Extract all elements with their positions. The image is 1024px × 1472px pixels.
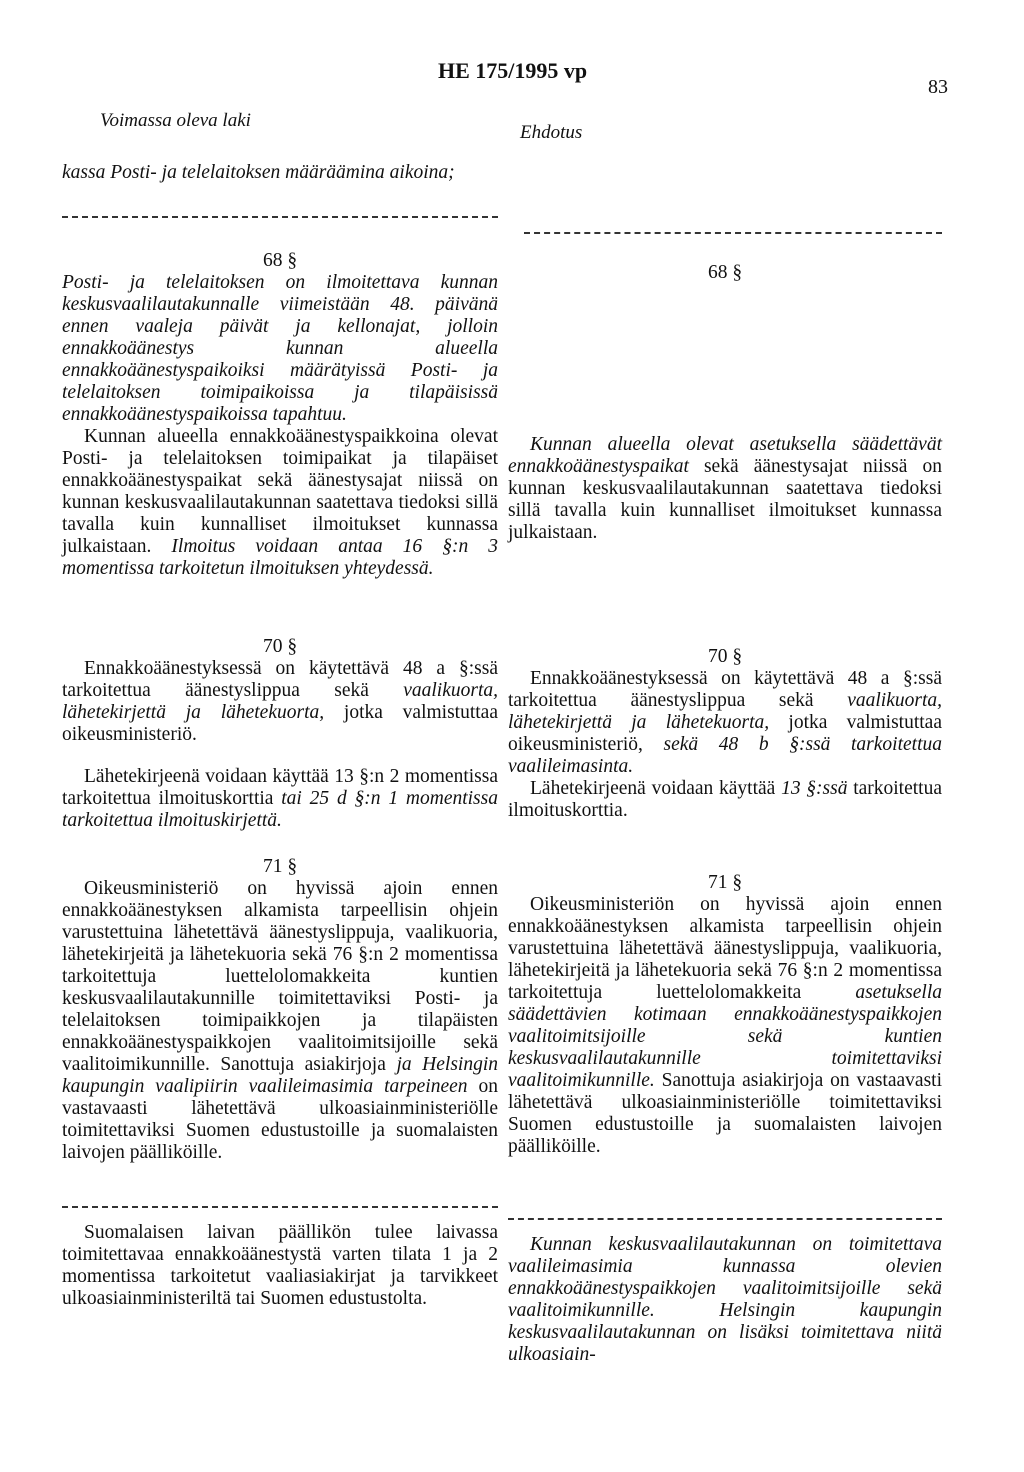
left-70-p1-a: Ennakkoäänestyksessä on käytettävä 48 a §:ssä tarkoitettua äänestyslippua sekä bbox=[62, 658, 498, 701]
right-71-p2-italic: Kunnan keskusvaalilautakunnan on toimitettava vaalileimasimia kunnassa olevien ennakkoäänestyspaikkojen vaalitoimitsijoille sekä vaalitoimikunnille. Helsingin kaupungin keskusvaalilautakunnan on lisäksi toimitettava niitä ulkoasiain- bbox=[508, 1234, 942, 1365]
left-71-paragraph-2 bbox=[62, 1222, 498, 1310]
right-70-p2-a: Lähetekirjeenä voidaan käyttää bbox=[530, 778, 776, 799]
right-71-heading: 71 § bbox=[707, 872, 743, 893]
right-column-heading: Ehdotus bbox=[520, 122, 583, 143]
left-68-p2-italic: Ilmoitus voidaan antaa 16 §:n 3 momentissa tarkoitetun ilmoituksen yhteydessä. bbox=[62, 536, 499, 579]
left-omission-line-bottom bbox=[62, 1206, 498, 1208]
left-68-p2-normal: Kunnan alueella ennakkoäänestyspaikkoina olevat Posti- ja telelaitoksen toimipaikat ja tilapäiset ennakkoäänestyspaikat sekä äänestysajat niissä on kunnan keskusvaalilautakunnan saatettava tiedoksi sillä tavalla kuin kunnalliset ilmoitukset kunnassa julkaistaan. bbox=[62, 426, 498, 557]
left-70-paragraph-2 bbox=[62, 766, 498, 832]
left-71-p1-b: on vastavaasti lähetettävä ulkoasiainministeriölle toimitettaviksi Suomen edustustoille ja suomalaisten laivojen päälliköille. bbox=[62, 1076, 498, 1163]
left-71-paragraph-1 bbox=[62, 878, 498, 1164]
right-70-p2-b: tarkoitettua ilmoituskorttia. bbox=[508, 778, 943, 821]
left-70-p2-a: Lähetekirjeenä voidaan käyttää 13 §:n 2 momentissa tarkoitettua ilmoituskorttia bbox=[62, 766, 498, 809]
left-column-heading: Voimassa oleva laki bbox=[100, 110, 251, 131]
right-omission-line-top bbox=[524, 232, 942, 234]
right-70-paragraph-2 bbox=[508, 778, 942, 822]
right-70-p1-italic: vaalikuorta, lähetekirjettä ja lähetekuorta, bbox=[508, 690, 942, 733]
right-70-p1-a: Ennakkoäänestyksessä on käytettävä 48 a §:ssä tarkoitettua äänestyslippua sekä bbox=[508, 668, 942, 711]
left-70-p1-b: jotka valmistuttaa oikeusministeriö. bbox=[62, 702, 498, 745]
right-70-heading: 70 § bbox=[707, 646, 743, 667]
left-68-heading: 68 § bbox=[262, 250, 298, 271]
right-71-p1-b: Sanottuja asiakirjoja on vastaavasti lähetettävä ulkoasiainministeriölle toimitettaviksi Suomen edustustoille ja suomalaisten laivojen päälliköille. bbox=[508, 1070, 942, 1157]
left-68-paragraph-2 bbox=[62, 426, 498, 580]
page-number: 83 bbox=[928, 76, 948, 98]
left-section-71 bbox=[62, 856, 498, 1164]
document-title: HE 175/1995 vp bbox=[438, 58, 588, 83]
left-70-heading: 70 § bbox=[262, 636, 298, 657]
left-71-p1-italic: ja Helsingin kaupungin vaalipiirin vaalileimasimia tarpeineen bbox=[62, 1054, 499, 1097]
right-section-68 bbox=[508, 262, 942, 544]
right-70-paragraph-1 bbox=[508, 668, 942, 778]
right-71-p1-italic: asetuksella säädettävien kotimaan ennakkoäänestyspaikkojen vaalitoimitsijoille sekä kuntien keskusvaalilautakunnille toimitettaviksi vaalitoimikunnille. bbox=[508, 982, 942, 1091]
left-section-68 bbox=[62, 250, 498, 580]
left-70-paragraph-1 bbox=[62, 658, 498, 746]
right-71-paragraph-1 bbox=[508, 894, 942, 1158]
left-70-p2-italic: tai 25 d §:n 1 momentissa tarkoitettua ilmoituskirjettä. bbox=[62, 788, 498, 831]
right-section-71 bbox=[508, 872, 942, 1158]
right-omission-line-bottom bbox=[508, 1218, 942, 1220]
left-71-p1-a: Oikeusministeriö on hyvissä ajoin ennen ennakkoäänestyksen alkamista tarpeellisin ohjein varustettuina lähetettävä äänestyslippuja, vaalikuoria, lähetekirjeitä ja lähetekuoria sekä 76 §:n 2 momentissa tarkoitettuja luettelolomakkeita kuntien keskusvaalilautakunnille toimitettaviksi Posti- ja telelaitoksen toimipaikkojen ja tilapäisten ennakkoäänestyspaikkojen vaalitoimitsijoille sekä vaalitoimikunnille. Sanottuja asiakirjoja bbox=[62, 878, 498, 1075]
left-71-heading: 71 § bbox=[262, 856, 298, 877]
right-70-p1-italic2: sekä 48 b §:ssä tarkoitettua vaalileimasinta. bbox=[508, 734, 943, 777]
right-68-p1-italic: Kunnan alueella olevat asetuksella säädettävät ennakkoäänestyspaikat bbox=[508, 434, 942, 477]
left-intro-text: kassa Posti- ja telelaitoksen määräämina aikoina; bbox=[62, 162, 455, 183]
right-68-heading: 68 § bbox=[707, 262, 743, 283]
left-section-70 bbox=[62, 636, 498, 832]
right-70-p2-italic: 13 §:ssä bbox=[781, 778, 848, 799]
right-68-p1-normal: sekä äänestysajat niissä on kunnan keskusvaalilautakunnan saatettava tiedoksi sillä tavalla kuin kunnalliset ilmoitukset kunnassa julkaistaan. bbox=[508, 456, 942, 543]
right-71-p1-a: Oikeusministeriön on hyvissä ajoin ennen ennakkoäänestyksen alkamista tarpeellisin ohjein varustettuina lähetettävä äänestyslippuja, vaalikuoria, lähetekirjeitä ja lähetekuoria sekä 76 §:n 2 momentissa tarkoitettuja luettelolomakkeita bbox=[508, 894, 942, 1003]
right-section-70 bbox=[508, 646, 942, 822]
left-71-p2-text: Suomalaisen laivan päällikön tulee laivassa toimitettavaa ennakkoäänestystä varten tilata 1 ja 2 momentissa tarkoitetut vaaliasiakirjat ja tarvikkeet ulkoasiainministeriltä tai Suomen edustustolta. bbox=[62, 1222, 498, 1309]
right-68-paragraph-1 bbox=[508, 434, 942, 544]
left-70-p1-italic: vaalikuorta, lähetekirjettä ja lähetekuorta, bbox=[62, 680, 499, 723]
left-omission-line-top bbox=[62, 216, 498, 218]
left-68-paragraph-1: Posti- ja telelaitoksen on ilmoitettava kunnan keskusvaalilautakunnalle viimeistään 48. päivänä ennen vaaleja päivät ja kellonajat, jolloin ennakkoäänestys kunnan alueella ennakkoäänestyspaikoiksi määrätyissä Posti- ja telelaitoksen toimipaikoissa ja tilapäisissä ennakkoäänestyspaikoissa tapahtuu. bbox=[62, 272, 498, 425]
right-70-p1-b: jotka valmistuttaa oikeusministeriö, bbox=[508, 712, 942, 755]
right-71-paragraph-2 bbox=[508, 1234, 942, 1366]
